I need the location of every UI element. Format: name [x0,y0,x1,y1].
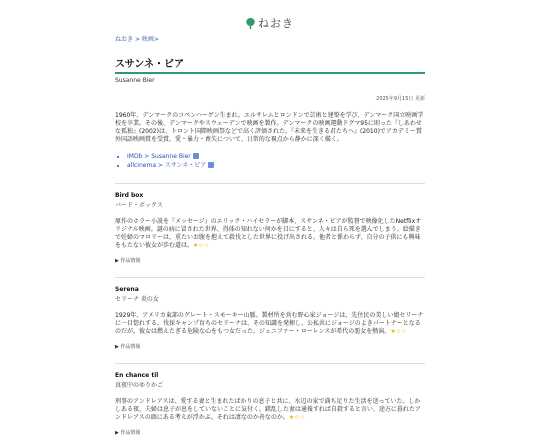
external-link-icon [208,162,214,168]
film-japanese-title: セリーナ 炎の女 [115,296,159,303]
film-japanese-title: バード・ボックス [115,202,163,209]
link-label[interactable]: allcinema > スサンネ・ビア [127,162,207,169]
link-label[interactable]: IMDb > Susanne Bier [127,153,191,160]
film-title: Bird box [115,192,144,199]
site-logo[interactable] [0,15,540,31]
page-title: スサンネ・ビア [115,59,184,70]
divider [115,363,425,364]
divider [115,277,425,278]
film-description [115,312,425,336]
film-description [115,398,425,422]
film-entry [115,192,425,264]
link-allcinema[interactable] [127,161,425,170]
rating-stars: ★☆☆ [193,242,210,249]
external-link-icon [193,153,199,159]
film-description-text: 原作のホラー小説を『メッセージ』のエリック・ハイセラーが脚本、スサンネ・ビアが監督で映像化したNetflixオリジナル映画。謎の病に冒された世界、得体の知れない何かを目にすると、人々は自ら死を選んでしまう。絵描きで妊婦のマロリーは、重たいお腹を抱えて殺伐とした世界に投げ出される。他者と係わらず、自分の子供にも興味をもたない彼女が歩む道は。 [115,218,422,249]
site-name: ねおき [258,17,294,30]
title-underline [115,72,425,74]
divider [115,183,425,184]
film-info-toggle[interactable]: ▶ 作品情報 [115,430,141,436]
film-description [115,218,425,250]
breadcrumb [115,34,425,43]
director-bio: 1960年、デンマークのコペンハーゲン生まれ。エルサレムとロンドンで芸術と建築を学び、デンマーク国立映画学校を卒業。その後、デンマークやスウェーデンで映画を製作。デンマークの映画運動ドグマ95に則った『しあわせな孤独』(2002)は、トロント国際映画祭などで高く評価された。『未来を生きる君たちへ』(2010)でアカデミー賞外国語映画賞を受賞。愛・暴力・喪失について、日常的な視点から静かに深く描く。 [115,112,424,143]
breadcrumb-separator: > [134,36,140,43]
rating-stars: ★☆☆ [288,414,306,421]
breadcrumb-home[interactable]: ねおき [115,36,134,43]
film-info-toggle[interactable]: ▶ 作品情報 [115,258,141,264]
breadcrumb-separator: > [153,36,159,43]
rating-stars: ★☆☆ [390,328,407,335]
film-title: En chance til [115,372,159,379]
link-imdb[interactable] [127,152,425,161]
external-links [115,152,425,170]
page-subtitle: Susanne Bier [115,77,155,84]
film-description-text: 刑事のアンドレアスは、愛する妻と生まれたばかりの息子と共に、水辺の家で満ち足りた生活を送っていた。しかしある夜、夫婦は息子が息をしていないことに気付く。錯乱した妻は通報すれば自殺すると言い、途方に暮れたアンドレアスの頭にある考えが浮かぶ。それは凄なのか善なのか。 [115,398,421,421]
updated-date: 2025年9月15日 更新 [376,96,425,102]
main-content [115,34,425,436]
breadcrumb-section[interactable]: 映画 [141,36,154,43]
film-japanese-title: 真夜中のゆりかご [115,382,164,389]
film-description-text: 1929年、アメリカ東部のグレート・スモーキー山脈。製材所を営む野心家ジョージは、先住民の美しい娘セリーナに一目惚れする。伐採キャンプ育ちのセリーナは、その知識を発揮し、公私共にジョージのよきパートナーとなるのだが。彼女は燃えたぎる危険な心をもつ女だった。ジェニファー・ローレンスが希代の悪女を熱演。 [115,312,424,335]
film-info-toggle[interactable]: ▶ 作品情報 [115,344,141,350]
film-entry [115,372,425,436]
film-title: Serena [115,286,139,293]
film-entry [115,286,425,350]
tree-icon [246,18,255,29]
